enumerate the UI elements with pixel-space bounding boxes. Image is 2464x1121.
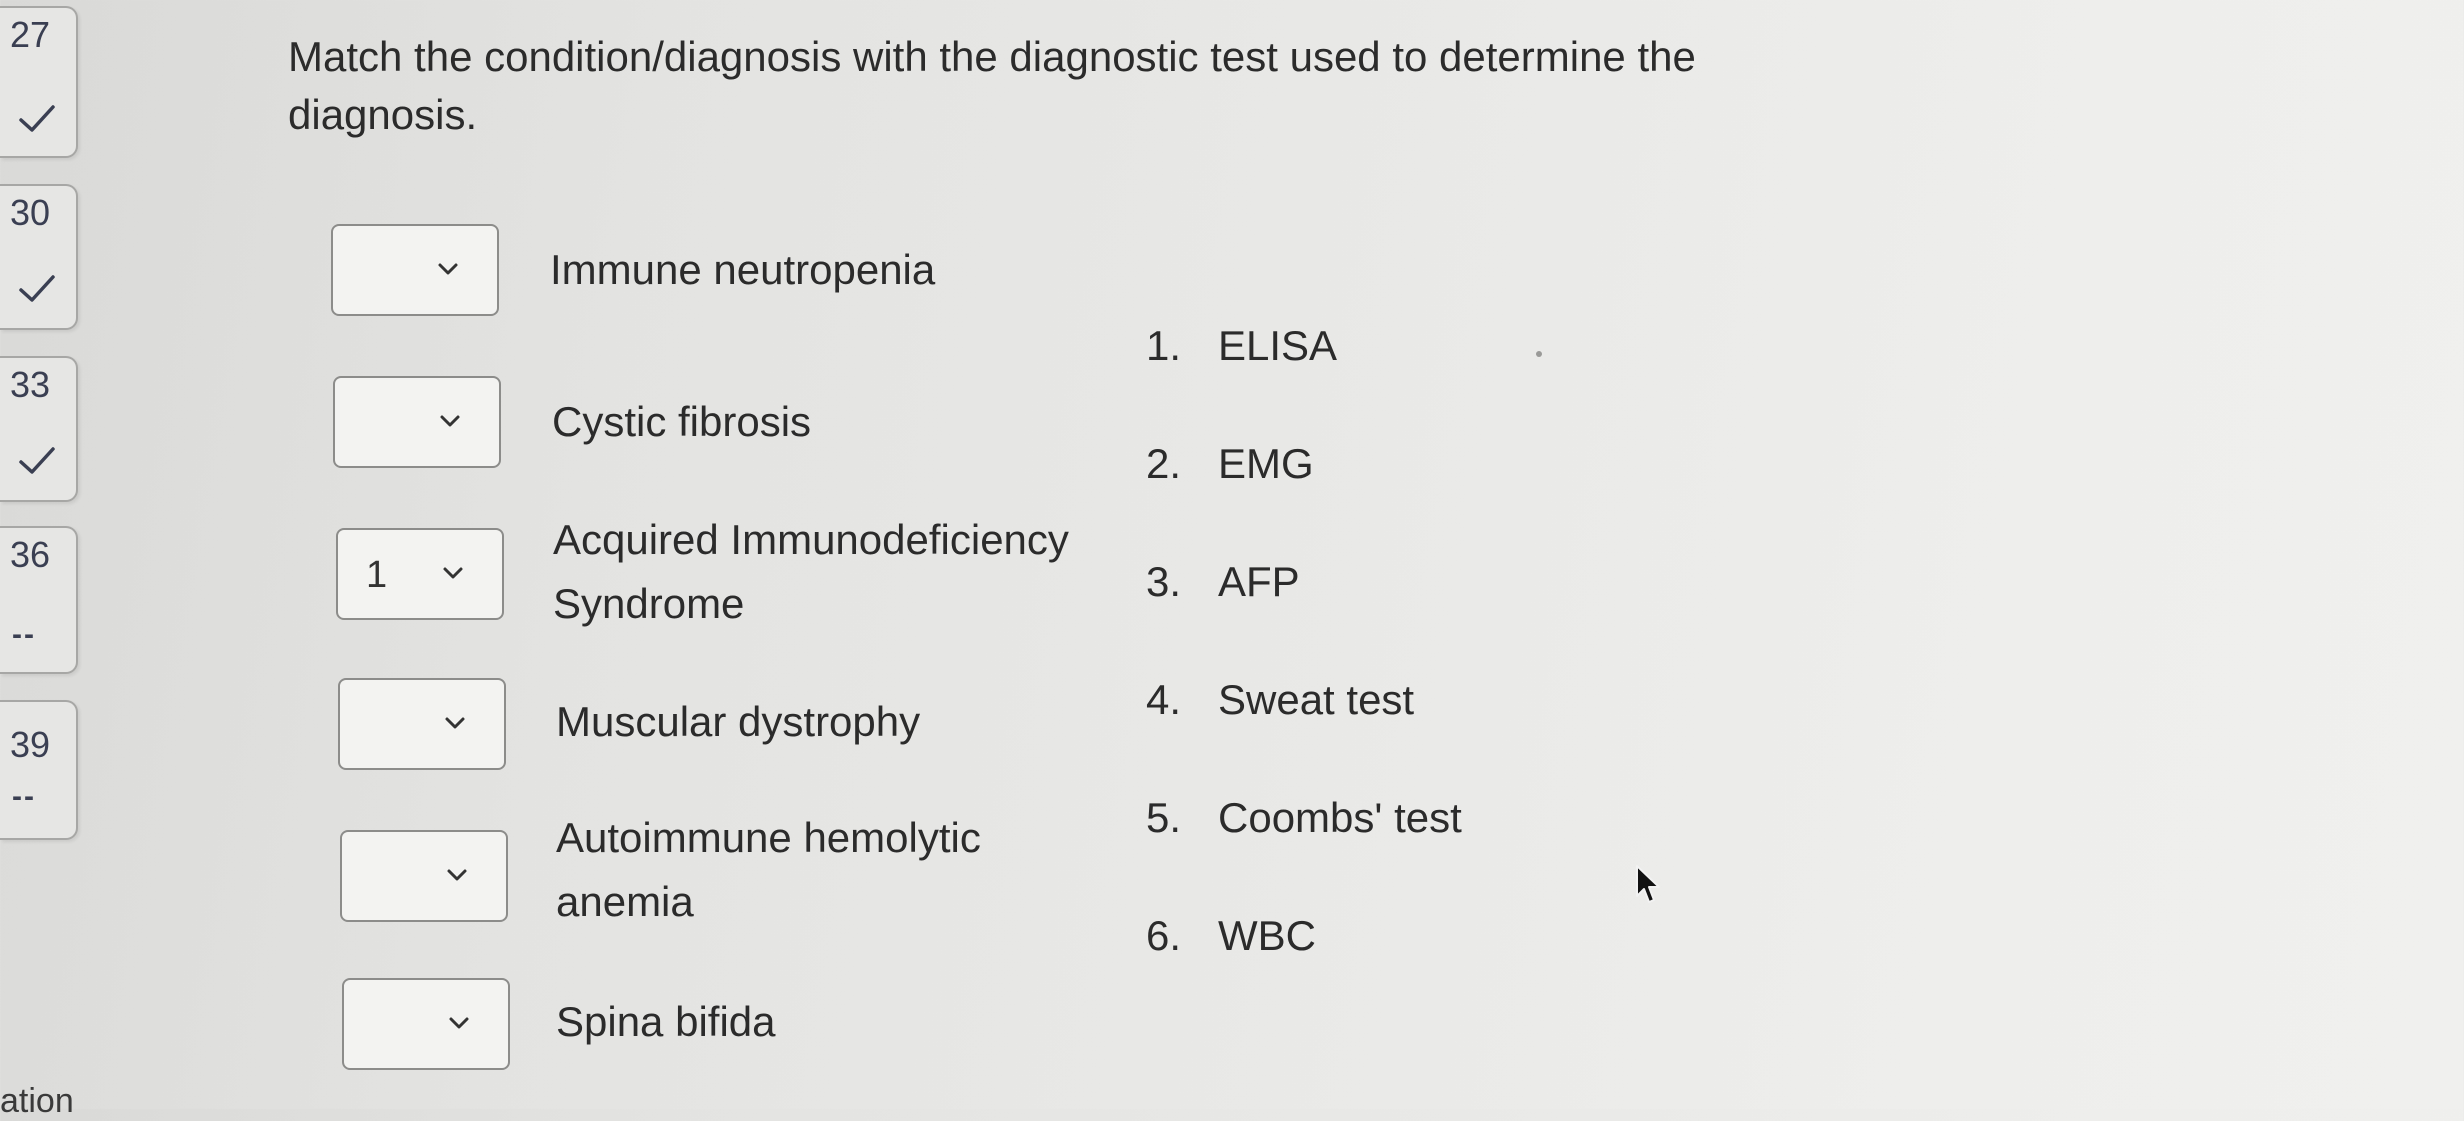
answer-option-3	[1146, 558, 1300, 606]
answer-option-5	[1146, 794, 1462, 842]
mouse-cursor-icon	[1634, 864, 1664, 906]
answer-label: Sweat test	[1218, 676, 1415, 723]
match-select-autoimmune-hemolytic-anemia[interactable]	[340, 830, 508, 922]
chevron-down-icon	[444, 1008, 474, 1038]
nav-footer-text: ation	[0, 1082, 74, 1120]
match-select-cystic-fibrosis[interactable]	[333, 376, 501, 468]
answer-label: ELISA	[1218, 322, 1338, 369]
match-select-acquired-immunodeficiency-syndrome[interactable]	[336, 528, 504, 620]
answer-label: Coombs' test	[1218, 794, 1462, 841]
unanswered-indicator: --	[12, 618, 36, 651]
selected-value: 1	[366, 554, 388, 596]
question-navigation	[0, 0, 90, 1120]
chevron-down-icon	[433, 254, 463, 284]
checkmark-icon	[18, 104, 56, 134]
question-number: 27	[10, 14, 51, 55]
chevron-down-icon	[438, 558, 468, 588]
question-number: 33	[10, 364, 51, 405]
match-select-muscular-dystrophy[interactable]	[338, 678, 506, 770]
answer-number: 6.	[1146, 912, 1182, 959]
term-label: Acquired Immunodeficiency Syndrome	[553, 516, 1069, 627]
answer-number: 3.	[1146, 558, 1182, 605]
answer-label: EMG	[1218, 440, 1314, 487]
term-label: Autoimmune hemolytic anemia	[556, 814, 981, 925]
question-number: 36	[10, 534, 51, 575]
question-prompt: Match the condition/diagnosis with the diagnostic test used to determine the diagnosis.	[288, 33, 1696, 138]
question-nav-item-30[interactable]	[0, 184, 78, 330]
screen-speck	[1536, 351, 1542, 357]
term-label: Immune neutropenia	[550, 246, 936, 293]
question-nav-item-36[interactable]	[0, 526, 78, 674]
match-select-immune-neutropenia[interactable]	[331, 224, 499, 316]
chevron-down-icon	[440, 708, 470, 738]
answer-label: WBC	[1218, 912, 1316, 959]
checkmark-icon	[18, 274, 56, 304]
question-nav-item-33[interactable]	[0, 356, 78, 502]
question-nav-item-27[interactable]	[0, 6, 78, 158]
answer-number: 5.	[1146, 794, 1182, 841]
answer-option-2	[1146, 440, 1314, 488]
unanswered-indicator: --	[12, 780, 36, 813]
answer-number: 2.	[1146, 440, 1182, 487]
chevron-down-icon	[442, 860, 472, 890]
question-nav-item-39[interactable]	[0, 700, 78, 840]
term-label: Spina bifida	[556, 998, 776, 1045]
answer-option-6	[1146, 912, 1316, 960]
answer-label: AFP	[1218, 558, 1300, 605]
answer-number: 1.	[1146, 322, 1182, 369]
match-select-spina-bifida[interactable]	[342, 978, 510, 1070]
answer-option-1	[1146, 322, 1337, 370]
answer-number: 4.	[1146, 676, 1182, 723]
question-number: 39	[10, 724, 51, 765]
question-number: 30	[10, 192, 51, 233]
checkmark-icon	[18, 446, 56, 476]
chevron-down-icon	[435, 406, 465, 436]
term-label: Muscular dystrophy	[556, 698, 921, 745]
answer-option-4	[1146, 676, 1414, 724]
term-label: Cystic fibrosis	[552, 398, 812, 445]
